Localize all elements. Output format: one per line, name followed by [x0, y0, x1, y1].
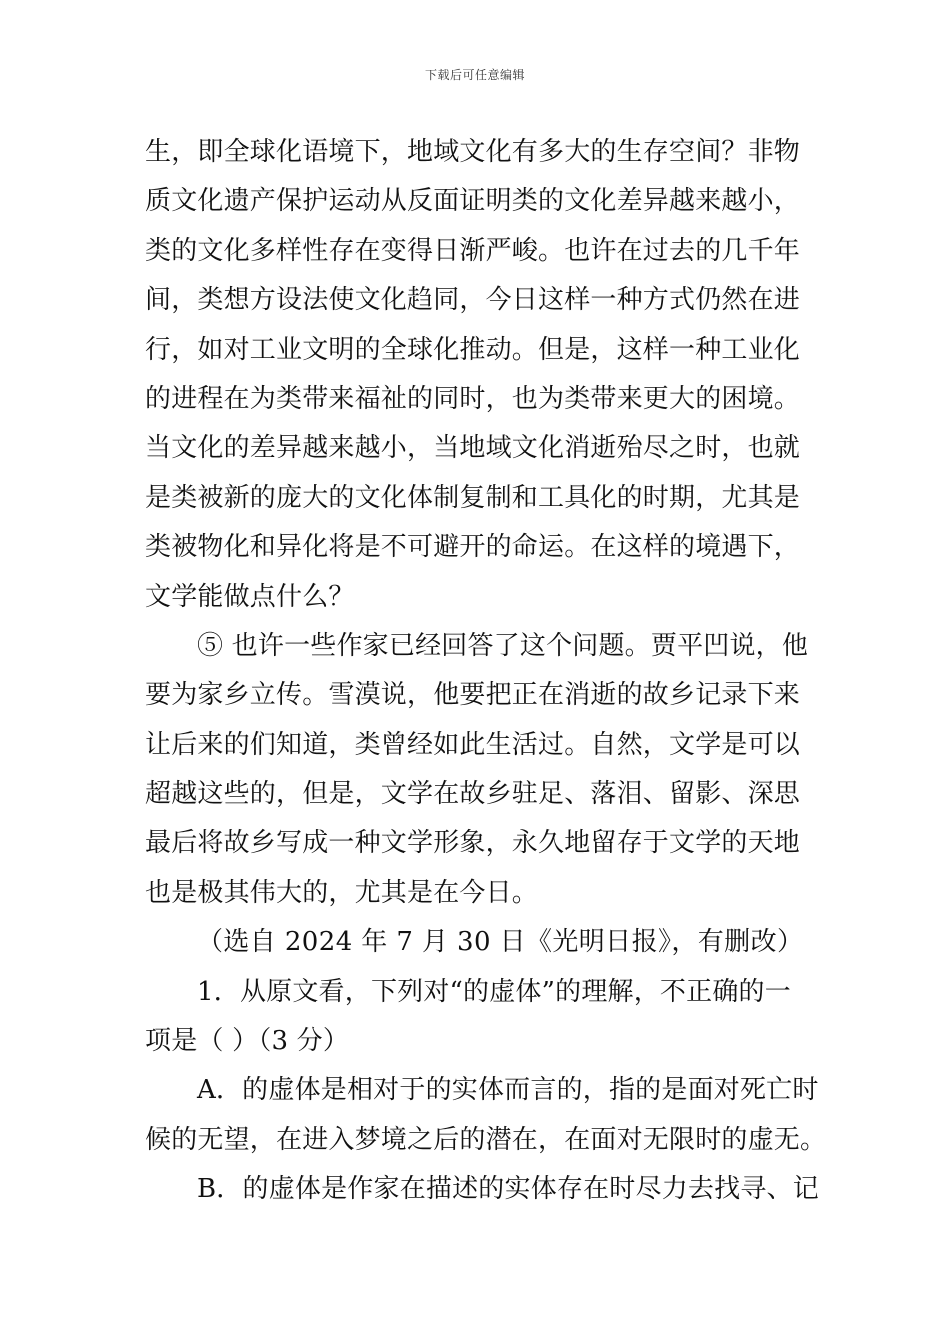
text-line: 质文化遗产保护运动从反面证明类的文化差异越来越小，: [145, 186, 801, 217]
text-line: 行，如对工业文明的全球化推动。但是，这样一种工业化: [145, 334, 801, 365]
question-1-stem: 1．从原文看，下列对“的虚体”的理解，不正确的一: [197, 976, 791, 1007]
document-body: [145, 128, 827, 1215]
source-citation: （选自 2024 年 7 月 30 日《光明日报》，有删改）: [197, 927, 804, 958]
text-line: 类被物化和异化将是不可避开的命运。在这样的境遇下，: [145, 532, 801, 563]
text-line: 让后来的们知道，类曾经如此生活过。自然，文学是可以: [145, 729, 801, 760]
option-a-cont: 候的无望，在进入梦境之后的潜在，在面对无限时的虚无。: [145, 1124, 827, 1155]
text-line: 文学能做点什么？: [145, 581, 355, 612]
option-b: B．的虚体是作家在描述的实体存在时尽力去找寻、记: [197, 1174, 819, 1205]
text-line: 当文化的差异越来越小，当地域文化消逝殆尽之时，也就: [145, 433, 801, 464]
text-line: 的进程在为类带来福祉的同时，也为类带来更大的困境。: [145, 383, 801, 414]
text-line: 是类被新的庞大的文化体制复制和工具化的时期，尤其是: [145, 482, 801, 513]
text-line: 最后将故乡写成一种文学形象，永久地留存于文学的天地: [145, 828, 801, 859]
text-line: 超越这些的，但是，文学在故乡驻足、落泪、留影、深思: [145, 779, 801, 810]
option-a: A．的虚体是相对于的实体而言的，指的是面对死亡时: [197, 1075, 819, 1106]
text-line: 类的文化多样性存在变得日渐严峻。也许在过去的几千年: [145, 235, 801, 266]
text-line: 要为家乡立传。雪漠说，他要把正在消逝的故乡记录下来: [145, 680, 801, 711]
text-line: 也是极其伟大的，尤其是在今日。: [145, 877, 539, 908]
page-header: 下载后可任意编辑: [424, 68, 525, 82]
text-line: 生，即全球化语境下，地域文化有多大的生存空间？非物: [145, 137, 801, 167]
paragraph-5-start: ⑤ 也许一些作家已经回答了这个问题。贾平凹说，他: [197, 630, 809, 661]
text-line: 间，类想方设法使文化趋同，今日这样一种方式仍然在进: [145, 285, 801, 316]
question-1-stem-cont: 项是（ ）（3 分）: [145, 1026, 350, 1057]
